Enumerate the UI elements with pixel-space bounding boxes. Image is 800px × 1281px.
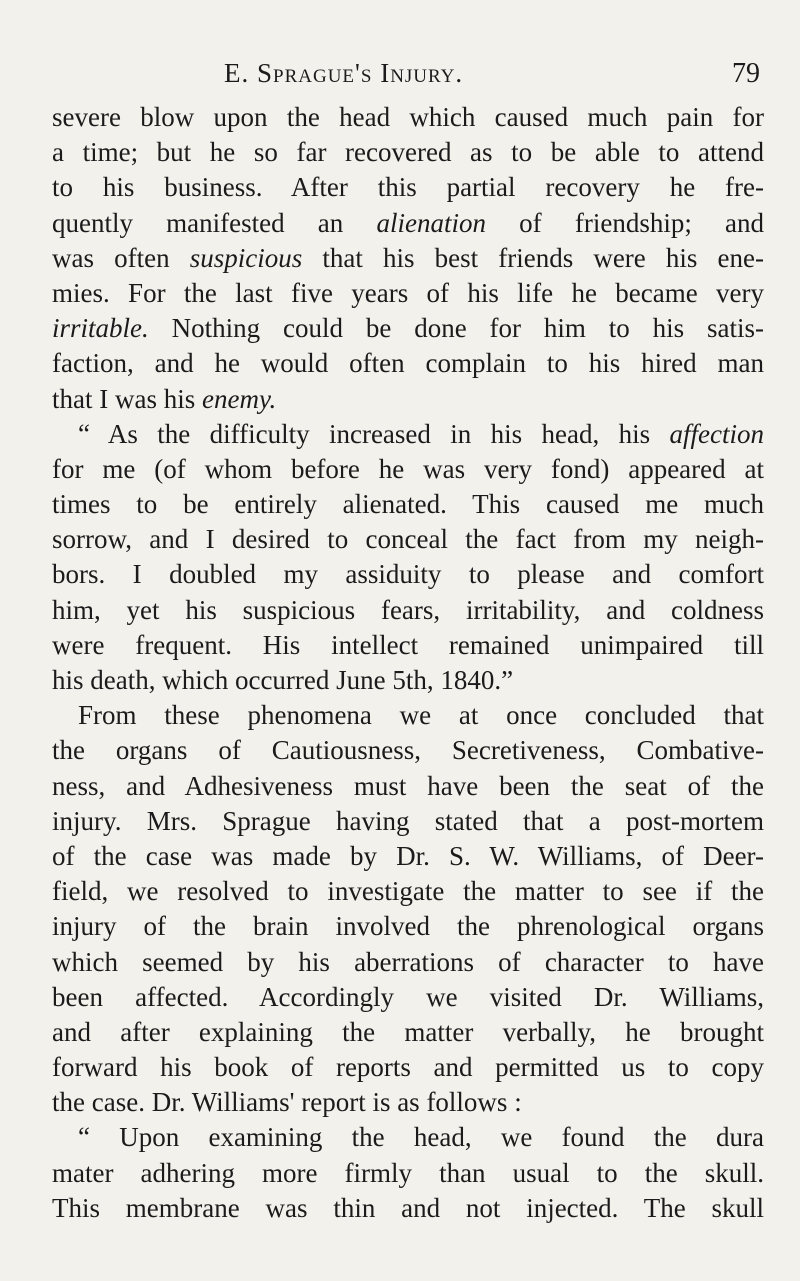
body-text bbox=[52, 100, 764, 1226]
text-line: irritable. Nothing could be done for him to his satis- bbox=[52, 313, 764, 344]
text-line: mies. For the last five years of his life he became very bbox=[52, 277, 764, 308]
text-line: This membrane was thin and not injected. The skull bbox=[52, 1192, 764, 1223]
text-line: severe blow upon the head which caused much pain for bbox=[52, 102, 764, 132]
text-line: the case. Dr. Williams' report is as follows : bbox=[52, 1087, 522, 1118]
text-line: injury of the brain involved the phrenological organs bbox=[52, 911, 764, 942]
text-line: “ Upon examining the head, we found the dura bbox=[78, 1122, 764, 1153]
text-line: his death, which occurred June 5th, 1840.” bbox=[52, 665, 514, 695]
text-line: From these phenomena we at once concluded that bbox=[78, 700, 764, 731]
text-line: faction, and he would often complain to his hired man bbox=[52, 348, 764, 379]
text-line: a time; but he so far recovered as to be able to attend bbox=[52, 137, 764, 168]
text-line: which seemed by his aberrations of character to have bbox=[52, 946, 764, 977]
text-line: was often suspicious that his best friends were his ene- bbox=[52, 242, 764, 273]
text-line: him, yet his suspicious fears, irritability, and coldness bbox=[52, 594, 764, 625]
text-line: “ As the difficulty increased in his head, his affection bbox=[78, 418, 764, 449]
text-line: that I was his enemy. bbox=[52, 383, 277, 414]
text-line: were frequent. His intellect remained unimpaired till bbox=[52, 629, 764, 660]
text-line: for me (of whom before he was very fond) appeared at bbox=[52, 453, 764, 484]
text-line: injury. Mrs. Sprague having stated that a post-mortem bbox=[52, 805, 764, 836]
text-line: forward his book of reports and permitted us to copy bbox=[52, 1052, 764, 1083]
page-number: 79 bbox=[732, 58, 760, 89]
text-line: bors. I doubled my assiduity to please and comfort bbox=[52, 559, 764, 590]
text-line: mater adhering more firmly than usual to the skull. bbox=[52, 1157, 764, 1188]
text-line: quently manifested an alienation of friendship; and bbox=[52, 207, 764, 238]
text-line: of the case was made by Dr. S. W. Williams, of Deer- bbox=[52, 840, 764, 871]
emphasis: suspicious bbox=[189, 242, 303, 273]
text-line: been affected. Accordingly we visited Dr. Williams, bbox=[52, 981, 764, 1012]
emphasis: affection bbox=[669, 418, 764, 449]
text-line: times to be entirely alienated. This caused me much bbox=[52, 489, 764, 520]
emphasis: irritable. bbox=[52, 313, 149, 344]
emphasis: alienation bbox=[376, 207, 486, 238]
emphasis: enemy. bbox=[201, 383, 277, 414]
text-line: sorrow, and I desired to conceal the fact from my neigh- bbox=[52, 524, 764, 555]
text-line: and after explaining the matter verbally, he brought bbox=[52, 1016, 764, 1047]
running-head-title: E. Sprague's Injury. bbox=[224, 58, 464, 88]
text-line: the organs of Cautiousness, Secretiveness, Combative- bbox=[52, 735, 764, 766]
text-line: to his business. After this partial recovery he fre- bbox=[52, 172, 764, 203]
running-header bbox=[0, 58, 800, 98]
text-line: field, we resolved to investigate the matter to see if the bbox=[52, 876, 764, 907]
text-line: ness, and Adhesiveness must have been the seat of the bbox=[52, 770, 764, 801]
